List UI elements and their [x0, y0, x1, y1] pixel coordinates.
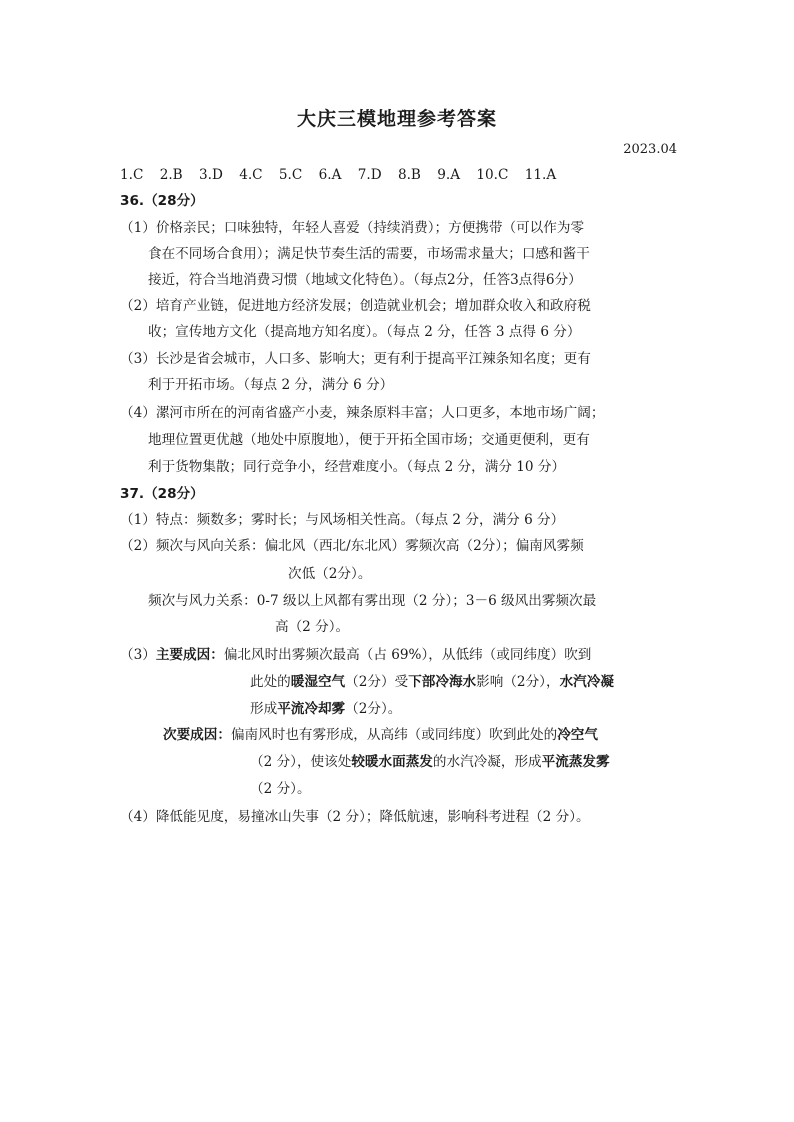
text-fragment: 形成	[250, 701, 278, 717]
keyword-bold: 平流冷却雾	[277, 701, 346, 717]
q37-p3-line6: （2 分）。	[250, 781, 311, 797]
text-fragment: （2分）。	[345, 701, 402, 717]
keyword-bold: 较暖水面蒸发	[351, 754, 433, 770]
secondary-cause-label: 次要成因：	[163, 727, 231, 743]
q37-p3-number: （3）	[120, 647, 156, 663]
mcq-answer: 10.C	[476, 167, 509, 183]
mcq-answer: 2.B	[159, 167, 183, 183]
q37-p2-line3: 频次与风力关系：0-7 级以上风都有雾出现（2 分）；3－6 级风出雾频次最	[148, 593, 597, 609]
q36-p3-line1: （3）长沙是省会城市，人口多、影响大；更有利于提高平江辣条知名度；更有	[120, 351, 591, 367]
text-fragment: （2分）受	[345, 674, 409, 690]
mcq-answer: 3.D	[199, 167, 223, 183]
text-fragment: 此处的	[250, 674, 291, 690]
mcq-answer: 11.A	[524, 167, 557, 183]
q37-p3-line5	[250, 753, 610, 771]
mcq-answers	[120, 166, 568, 184]
keyword-bold: 暖湿空气	[290, 674, 346, 690]
q37-p3-line4	[163, 726, 598, 744]
q37-p1: （1）特点：频数多；雾时长；与风场相关性高。（每点 2 分，满分 6 分）	[120, 512, 565, 528]
q37-p3-line1	[120, 646, 591, 664]
mcq-answer: 5.C	[278, 167, 303, 183]
q37-header: 37.（28分）	[120, 486, 204, 502]
text-fragment: 影响（2分），	[476, 674, 560, 690]
keyword-bold: 下部冷海水	[408, 674, 477, 690]
q37-p3-line3	[250, 700, 401, 718]
q36-p1-line2: 食在不同场合食用）；满足快节奏生活的需要，市场需求量大；口感和酱干	[148, 246, 590, 262]
q36-p1-line1: （1）价格亲民；口味独特，年轻人喜爱（持续消费）；方便携带（可以作为零	[120, 220, 585, 236]
q36-p4-line1: （4）漯河市所在的河南省盛产小麦，辣条原料丰富；人口更多，本地市场广阔；	[120, 405, 605, 421]
q36-p4-line2: 地理位置更优越（地处中原腹地），便于开拓全国市场；交通更便利，更有	[148, 432, 590, 448]
q36-p3-line2: 利于开拓市场。（每点 2 分，满分 6 分）	[148, 377, 394, 393]
q36-p4-line3: 利于货物集散；同行竞争小，经营难度小。（每点 2 分，满分 10 分）	[148, 459, 566, 475]
q37-p3-line2	[250, 673, 614, 691]
main-cause-label: 主要成因：	[155, 647, 224, 663]
keyword-bold: 水汽冷凝	[559, 674, 614, 690]
q37-p2-line1: （2）频次与风向关系：偏北风（西北/东北风）雾频次高（2分）；偏南风雾频	[120, 538, 584, 554]
q36-p2-line1: （2）培育产业链，促进地方经济发展；创造就业机会；增加群众收入和政府税	[120, 298, 591, 314]
date-label: 2023.04	[623, 142, 677, 157]
text-fragment: 偏南风时也有雾形成，从高纬（或同纬度）吹到此处的	[230, 727, 558, 743]
text-fragment: 的水汽冷凝，形成	[432, 754, 542, 770]
main-cause-text: 偏北风时出雾频次最高（占 69%），从低纬（或同纬度）吹到	[223, 647, 592, 663]
q37-p4: （4）降低能见度，易撞冰山失事（2 分）；降低航速，影响科考进程（2 分）。	[120, 809, 590, 825]
q36-p1-line3: 接近，符合当地消费习惯（地域文化特色）。（每点2分，任答3点得6分）	[148, 272, 582, 288]
mcq-answer: 6.A	[318, 167, 342, 183]
q37-p2-line2: 次低（2分）。	[288, 566, 372, 582]
keyword-bold: 平流蒸发雾	[541, 754, 610, 770]
mcq-answer: 8.B	[397, 167, 421, 183]
mcq-answer: 7.D	[357, 167, 382, 183]
q37-p2-line4: 高（2 分）。	[275, 619, 350, 635]
mcq-answer: 4.C	[239, 167, 263, 183]
keyword-bold: 冷空气	[557, 727, 598, 743]
mcq-answer: 1.C	[120, 167, 144, 183]
mcq-answer: 9.A	[437, 167, 461, 183]
page-title: 大庆三模地理参考答案	[296, 108, 497, 130]
q36-p2-line2: 收；宣传地方文化（提高地方知名度）。（每点 2 分，任答 3 点得 6 分）	[148, 324, 581, 340]
text-fragment: （2 分），使该处	[250, 754, 352, 770]
q36-header: 36.（28分）	[120, 193, 204, 209]
